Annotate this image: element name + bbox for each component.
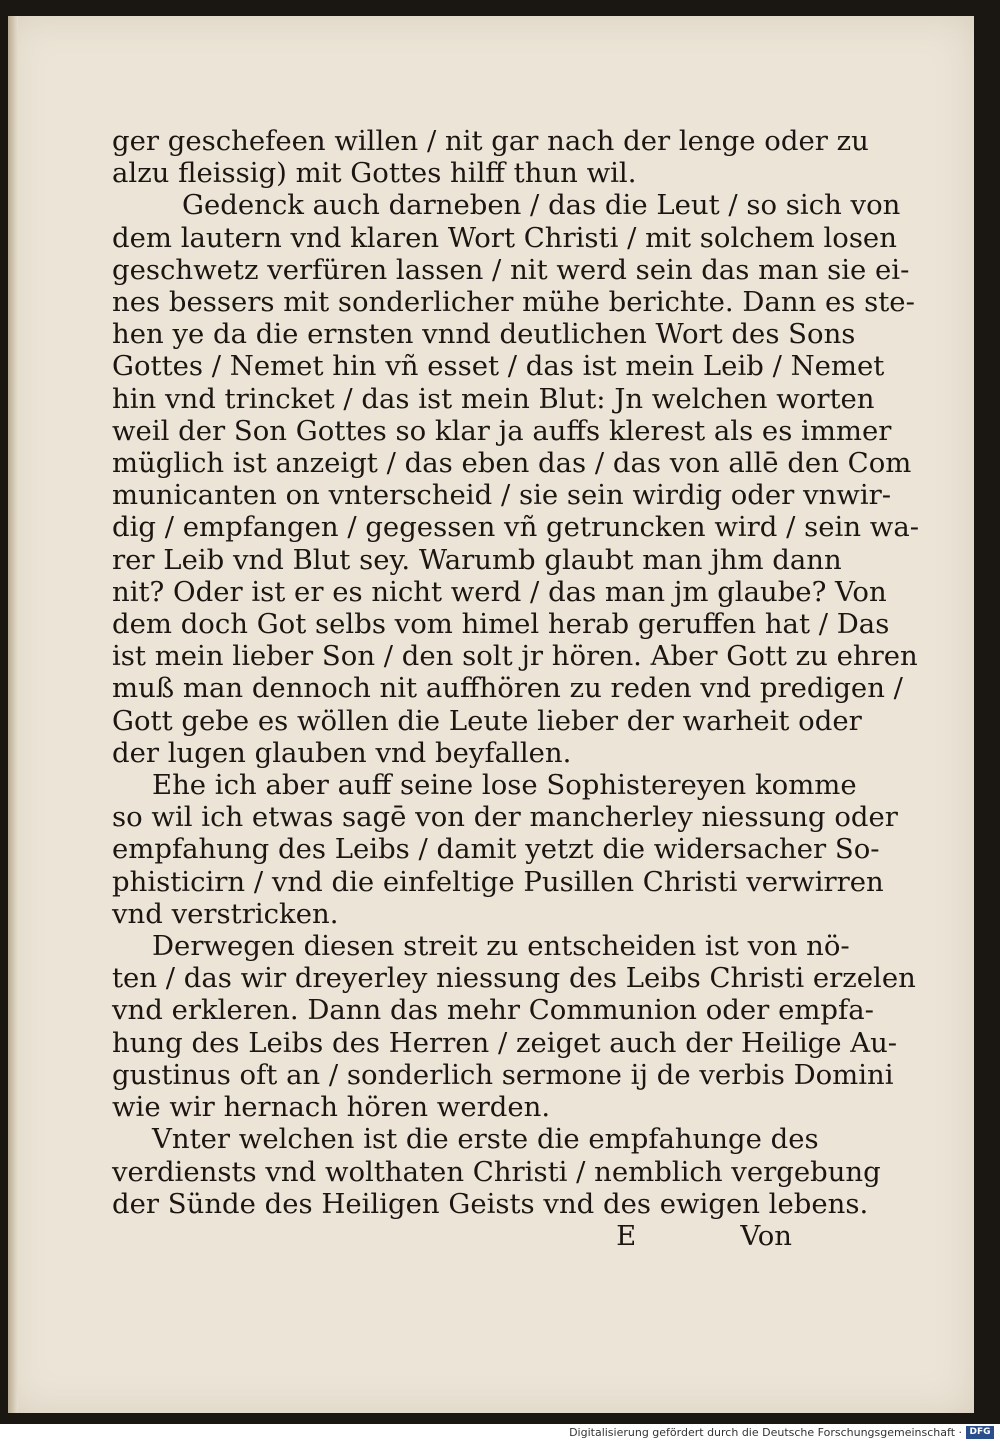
catchword: Von (740, 1219, 792, 1252)
text-line: Gedenck auch darneben / das die Leut / so sich von (182, 189, 901, 222)
text-line: phisticirn / vnd die einfeltige Pusillen Christi verwirren (112, 865, 884, 898)
text-line: so wil ich etwas sagē von der mancherley niessung oder (112, 801, 898, 834)
text-line: hin vnd trincket / das ist mein Blut: Jn welchen worten (112, 382, 875, 415)
text-line: müglich ist anzeigt / das eben das / das von allē den Com (112, 447, 912, 480)
text-line: ger geschefeen willen / nit gar nach der lenge oder zu (112, 125, 869, 157)
text-line: der lugen glauben vnd beyfallen. (112, 736, 572, 769)
text-line: ten / das wir dreyerley niessung des Leibs Christi erzelen (112, 962, 916, 995)
text-line: Derwegen diesen streit zu entscheiden ist von nö- (152, 930, 850, 963)
footer-bar (0, 1424, 1000, 1441)
text-line: wie wir hernach hören werden. (112, 1091, 551, 1124)
dfg-logo: DFG (966, 1426, 994, 1439)
signature-mark: E (616, 1219, 637, 1252)
text-line: hung des Leibs des Herren / zeiget auch der Heilige Au- (112, 1026, 898, 1059)
text-line: vnd verstricken. (112, 897, 339, 930)
text-line: dem doch Got selbs vom himel herab geruffen hat / Das (112, 608, 890, 641)
text-line: vnd erkleren. Dann das mehr Communion oder empfa- (112, 994, 874, 1027)
text-line: Ehe ich aber auff seine lose Sophistereyen komme (152, 769, 857, 802)
text-line: nit? Oder ist er es nicht werd / das man jm glaube? Von (112, 575, 887, 608)
page-binding-edge (8, 16, 18, 1413)
text-line: verdiensts vnd wolthaten Christi / nemblich vergebung (112, 1155, 881, 1188)
page-text (112, 125, 920, 1252)
text-line: alzu fleissig) mit Gottes hilff thun wil. (112, 157, 637, 190)
digitization-credit: Digitalisierung gefördert durch die Deutsche Forschungsgemeinschaft · (569, 1426, 962, 1439)
text-line: Gottes / Nemet hin vñ esset / das ist mein Leib / Nemet (112, 350, 885, 383)
text-line: dig / empfangen / gegessen vñ getruncken wird / sein wa- (112, 511, 920, 544)
text-line: geschwetz verfüren lassen / nit werd sein das man sie ei- (112, 253, 910, 286)
text-line: muß man dennoch nit auffhören zu reden vnd predigen / (112, 672, 903, 705)
text-line: nes bessers mit sonderlicher mühe berichte. Dann es ste- (112, 286, 915, 319)
text-line: der Sünde des Heiligen Geists vnd des ewigen lebens. (112, 1187, 869, 1220)
text-line: gustinus oft an / sonderlich sermone ij de verbis Domini (112, 1058, 894, 1091)
book-page (8, 16, 974, 1413)
text-line: empfahung des Leibs / damit yetzt die widersacher So- (112, 833, 880, 866)
signature-line (112, 1220, 792, 1252)
text-line: Vnter welchen ist die erste die empfahunge des (152, 1123, 819, 1156)
text-line: Gott gebe es wöllen die Leute lieber der warheit oder (112, 704, 862, 737)
text-line: rer Leib vnd Blut sey. Warumb glaubt man jhm dann (112, 543, 842, 576)
text-line: weil der Son Gottes so klar ja auffs klerest als es immer (112, 414, 892, 447)
text-line: hen ye da die ernsten vnnd deutlichen Wort des Sons (112, 318, 856, 351)
text-line: municanten on vnterscheid / sie sein wirdig oder vnwir- (112, 479, 892, 512)
text-line: ist mein lieber Son / den solt jr hören. Aber Gott zu ehren (112, 640, 918, 673)
text-line: dem lautern vnd klaren Wort Christi / mit solchem losen (112, 221, 897, 254)
